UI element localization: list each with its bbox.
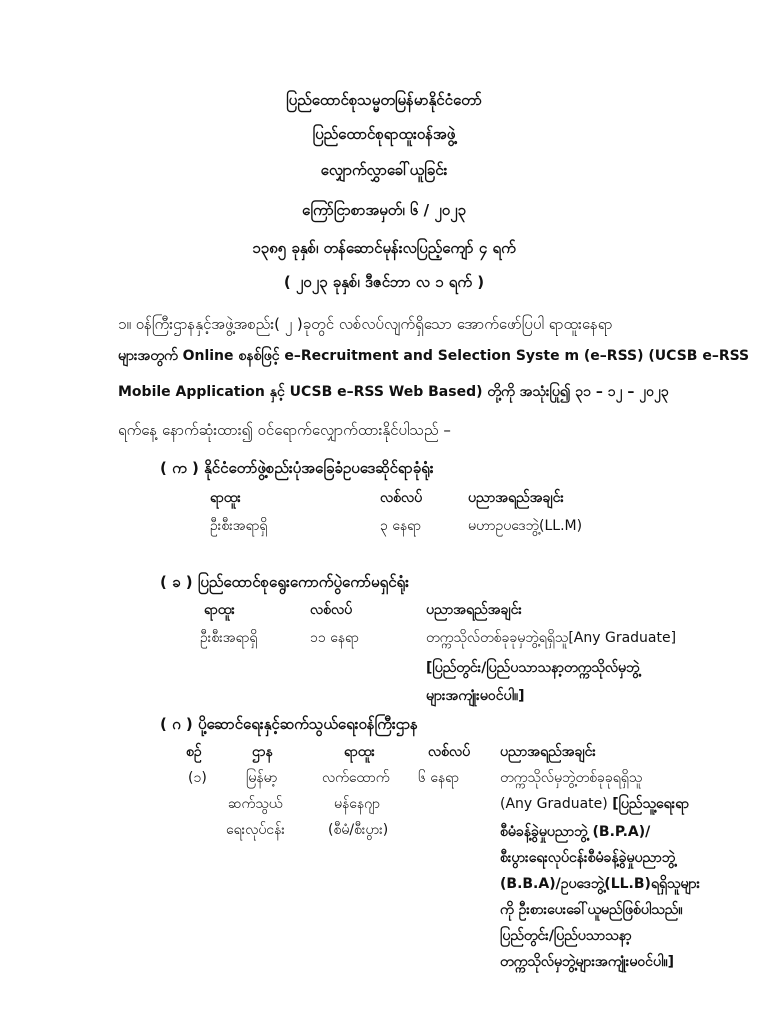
kha-header-qualification: ပညာအရည်အချင်း	[426, 602, 522, 618]
ga-dept-2: ဆက်သွယ်	[228, 796, 283, 812]
paragraph-line-2: များအတွက် Online စနစ်ဖြင့် e–Recruitment and Selection Syste m (e–RSS) (UCSB e–RSS	[118, 348, 750, 364]
kha-vacancy: ၁၁ နေရာ	[310, 630, 359, 646]
ga-qualification-3: စီမံခန့်ခွဲမှုပညာဘွဲ့ (B.P.A)/	[500, 824, 651, 840]
kha-qualification-3: များအကျုံးမဝင်ပါ။]	[426, 688, 525, 704]
ga-post-2: မန်နေဂျာ	[334, 796, 381, 812]
section-ka-title: ( က ) နိုင်ငံတော်ဖွဲ့စည်းပုံအခြေခံဥပဒေဆိုင်ရာခုံရုံး	[160, 459, 434, 477]
ka-header-qualification: ပညာအရည်အချင်း	[468, 490, 564, 506]
section-ga-title: ( ဂ ) ပို့ဆောင်ရေးနှင့်ဆက်သွယ်ရေးဝန်ကြီးဌာန	[160, 715, 418, 733]
ga-qualification-2	[500, 794, 689, 814]
paragraph-line-4: ရက်နေ့ နောက်ဆုံးထား၍ ဝင်ရောက်လျှောက်ထားနိုင်ပါသည် –	[118, 421, 451, 439]
ga-dept-3: ရေးလုပ်ငန်း	[226, 822, 285, 838]
kha-header-vacancy: လစ်လပ်	[310, 602, 353, 618]
ga-qualification-7: ပြည်တွင်း/ပြည်ပသာသနာ့	[500, 928, 632, 944]
ga-qualification-1: တက္ကသိုလ်မှဘွဲ့တစ်ခုခုရရှိသူ	[500, 770, 643, 786]
ga-row-number: (၁)	[188, 770, 207, 786]
ka-post: ဦးစီးအရာရှိ	[210, 518, 268, 534]
ga-qualification-8: တက္ကသိုလ်မှဘွဲ့များအကျုံးမဝင်ပါ။]	[500, 954, 674, 970]
header-country: ပြည်ထောင်စုသမ္မတမြန်မာနိုင်ငံတော်	[286, 91, 482, 109]
ga-header-post: ရာထူး	[344, 744, 375, 760]
paragraph-line-1: ၁။ ဝန်ကြီးဌာနနှင့်အဖွဲ့အစည်း( ၂ )ခုတွင် လစ်လပ်လျက်ရှိသော အောက်ဖော်ပြပါ ရာထူးနေရာ	[118, 315, 613, 333]
ga-header-qualification: ပညာအရည်အချင်း	[500, 744, 596, 760]
ka-header-post: ရာထူး	[210, 490, 241, 506]
ka-header-vacancy: လစ်လပ်	[380, 490, 423, 506]
paragraph-line-3: Mobile Application နှင့် UCSB e–RSS Web Based) တို့ကို အသုံးပြု၍ ၃၁ – ၁၂ – ၂၀၂၃	[118, 384, 669, 400]
kha-qualification-2: [ပြည်တွင်း/ပြည်ပသာသနာ့တက္ကသိုလ်မှဘွဲ့	[426, 660, 640, 676]
kha-qualification-1: တက္ကသိုလ်တစ်ခုခုမှဘွဲ့ရရှိသူ[Any Graduate]	[426, 630, 677, 646]
ga-qualification-2b: [ပြည်သူ့ရေးရာ	[612, 796, 689, 812]
section-kha-title: ( ခ ) ပြည်ထောင်စုရွေးကောက်ပွဲကော်မရှင်ရုံး	[160, 573, 409, 591]
kha-header-post: ရာထူး	[204, 602, 235, 618]
header-ad-number: ကြော်ငြာစာအမှတ်၊ ၆ / ၂၀၂၃	[302, 201, 466, 219]
ga-qualification-6: ကို ဦးစားပေးခေါ်ယူမည်ဖြစ်ပါသည်။	[500, 902, 683, 918]
header-title: လျှောက်လွှာခေါ်ယူခြင်း	[320, 161, 448, 179]
ga-post-3: (စီမံ/စီးပွား)	[328, 822, 389, 838]
ga-header-dept: ဌာန	[252, 744, 273, 760]
kha-post: ဦးစီးအရာရှိ	[200, 630, 258, 646]
header-gregorian-date: ( ၂၀၂၃ ခုနှစ်၊ ဒီဇင်ဘာ လ ၁ ရက် )	[283, 273, 485, 291]
ga-header-no: စဉ်	[186, 744, 202, 760]
ga-dept-1: မြန်မာ့	[246, 770, 278, 786]
ga-qualification-5: (B.B.A)/ဥပဒေဘွဲ့(LL.B)ရရှိသူများ	[500, 876, 701, 892]
ga-qualification-4: စီးပွားရေးလုပ်ငန်းစီမံခန့်ခွဲမှုပညာဘွဲ့	[500, 850, 676, 866]
ka-qualification: မဟာဥပဒေဘွဲ့(LL.M)	[468, 518, 583, 534]
ga-vacancy: ၆ နေရာ	[418, 770, 459, 786]
ga-header-vacancy: လစ်လပ်	[428, 744, 471, 760]
header-myanmar-date: ၁၃၈၅ ခုနှစ်၊ တန်ဆောင်မုန်းလပြည့်ကျော် ၄ ရက်	[252, 239, 516, 257]
ga-post-1: လက်ထောက်	[322, 770, 390, 786]
header-board: ပြည်ထောင်စုရာထူးဝန်အဖွဲ့	[312, 125, 456, 143]
ga-qualification-2a: (Any Graduate)	[500, 796, 613, 812]
ka-vacancy: ၃ နေရာ	[380, 518, 421, 534]
